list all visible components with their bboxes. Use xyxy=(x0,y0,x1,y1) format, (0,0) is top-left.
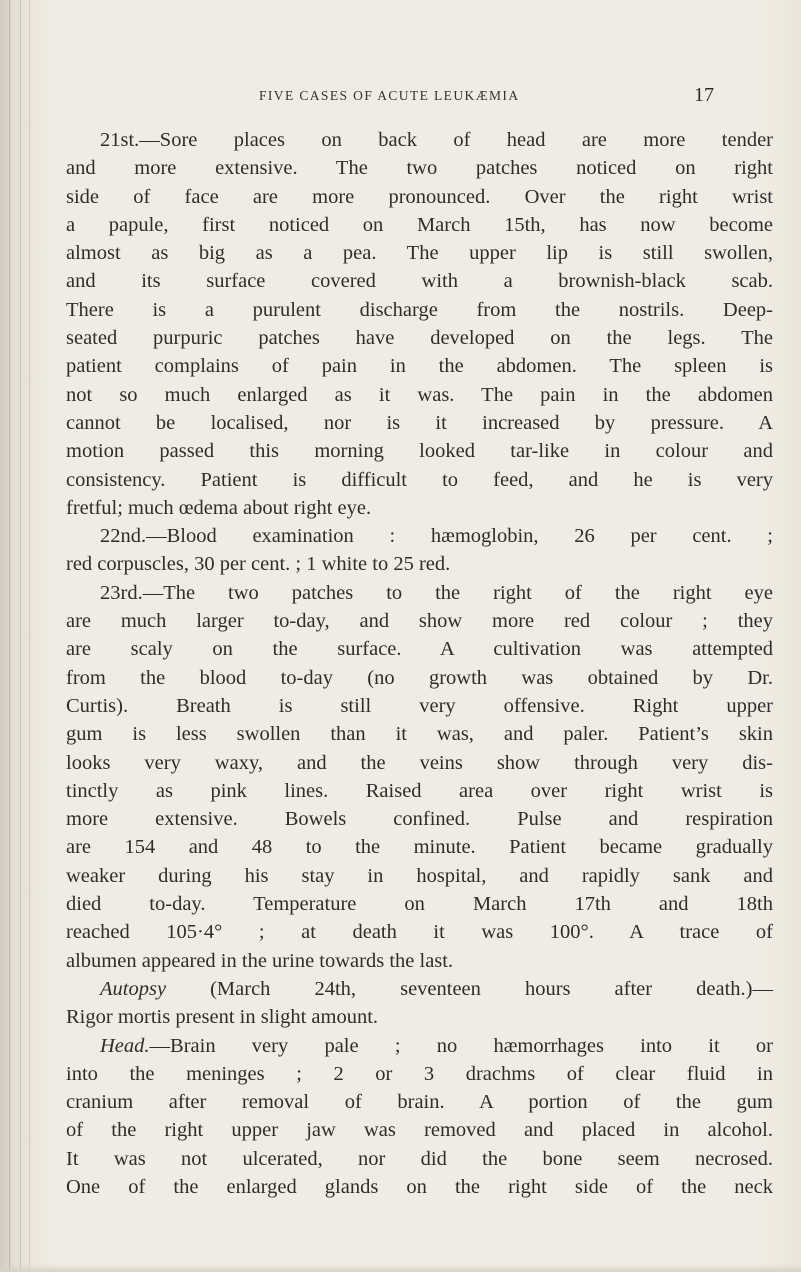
text-line: from the blood to-day (no growth was obtained by Dr. xyxy=(66,666,773,689)
text-line: cranium after removal of brain. A portion of the gum xyxy=(66,1091,773,1114)
text-line: of the right upper jaw was removed and placed in alcohol. xyxy=(66,1119,773,1142)
text-line: One of the enlarged glands on the right side of the neck xyxy=(66,1175,773,1198)
text-line: into the meninges ; 2 or 3 drachms of clear fluid in xyxy=(66,1062,773,1085)
binding-line xyxy=(9,0,10,1272)
text-line: tinctly as pink lines. Raised area over right wrist is xyxy=(66,779,773,802)
text-line: red corpuscles, 30 per cent. ; 1 white to 25 red. xyxy=(66,553,451,576)
text-line xyxy=(66,1032,773,1060)
text-line: almost as big as a pea. The upper lip is still swollen, xyxy=(66,242,773,265)
text-line: cannot be localised, nor is it increased by pressure. A xyxy=(66,411,773,434)
text-line: It was not ulcerated, nor did the bone seem necrosed. xyxy=(66,1147,773,1170)
text-line: reached 105·4° ; at death it was 100°. A trace of xyxy=(66,921,773,944)
autopsy-date: (March 24th, seventeen hours after death.)— xyxy=(166,977,773,1000)
text-line xyxy=(66,975,773,1003)
head-text: —Brain very pale ; no hæmorrhages into it or xyxy=(149,1034,773,1057)
text-line: Rigor mortis present in slight amount. xyxy=(66,1006,379,1029)
text-line: 23rd.—The two patches to the right of the right eye xyxy=(100,581,773,604)
page-gutter xyxy=(0,0,32,1272)
page-bottom-edge xyxy=(0,1264,801,1272)
text-line: died to-day. Temperature on March 17th and 18th xyxy=(66,893,773,916)
text-line: looks very waxy, and the veins show through very dis- xyxy=(66,751,773,774)
text-line: motion passed this morning looked tar-like in colour and xyxy=(66,440,773,463)
text-line: 22nd.—Blood examination : hæmoglobin, 26 per cent. ; xyxy=(100,525,773,548)
text-line: are much larger to-day, and show more red colour ; they xyxy=(66,610,773,633)
text-line: not so much enlarged as it was. The pain in the abdomen xyxy=(66,383,773,406)
text-line: fretful; much œdema about right eye. xyxy=(66,496,372,519)
text-line: albumen appeared in the urine towards the last. xyxy=(66,949,454,972)
text-line: Curtis). Breath is still very offensive. Right upper xyxy=(66,694,773,717)
text-line: a papule, first noticed on March 15th, has now become xyxy=(66,213,773,236)
head-heading: Head. xyxy=(100,1034,150,1057)
text-line: consistency. Patient is difficult to feed, and he is very xyxy=(66,468,773,491)
text-line: are scaly on the surface. A cultivation was attempted xyxy=(66,638,773,661)
text-line: and more extensive. The two patches noticed on right xyxy=(66,157,773,180)
page-header xyxy=(0,84,801,114)
text-line: and its surface covered with a brownish-black scab. xyxy=(66,270,773,293)
body-text xyxy=(66,126,773,1201)
text-line: weaker during his stay in hospital, and rapidly sank and xyxy=(66,864,773,887)
text-line: There is a purulent discharge from the nostrils. Deep- xyxy=(66,298,773,321)
text-line: seated purpuric patches have developed on the legs. The xyxy=(66,327,773,350)
binding-line xyxy=(29,0,30,1272)
text-line: more extensive. Bowels confined. Pulse and respiration xyxy=(66,808,773,831)
text-line: side of face are more pronounced. Over the right wrist xyxy=(66,185,773,208)
text-line: 21st.—Sore places on back of head are more tender xyxy=(100,129,773,151)
text-line: gum is less swollen than it was, and paler. Patient’s skin xyxy=(66,723,773,746)
page-number: 17 xyxy=(694,84,714,106)
autopsy-heading: Autopsy xyxy=(100,977,167,1000)
running-head: FIVE CASES OF ACUTE LEUKÆMIA xyxy=(259,88,520,103)
text-line: patient complains of pain in the abdomen. The spleen is xyxy=(66,355,773,378)
binding-line xyxy=(20,0,21,1272)
text-line: are 154 and 48 to the minute. Patient became gradually xyxy=(66,836,773,859)
